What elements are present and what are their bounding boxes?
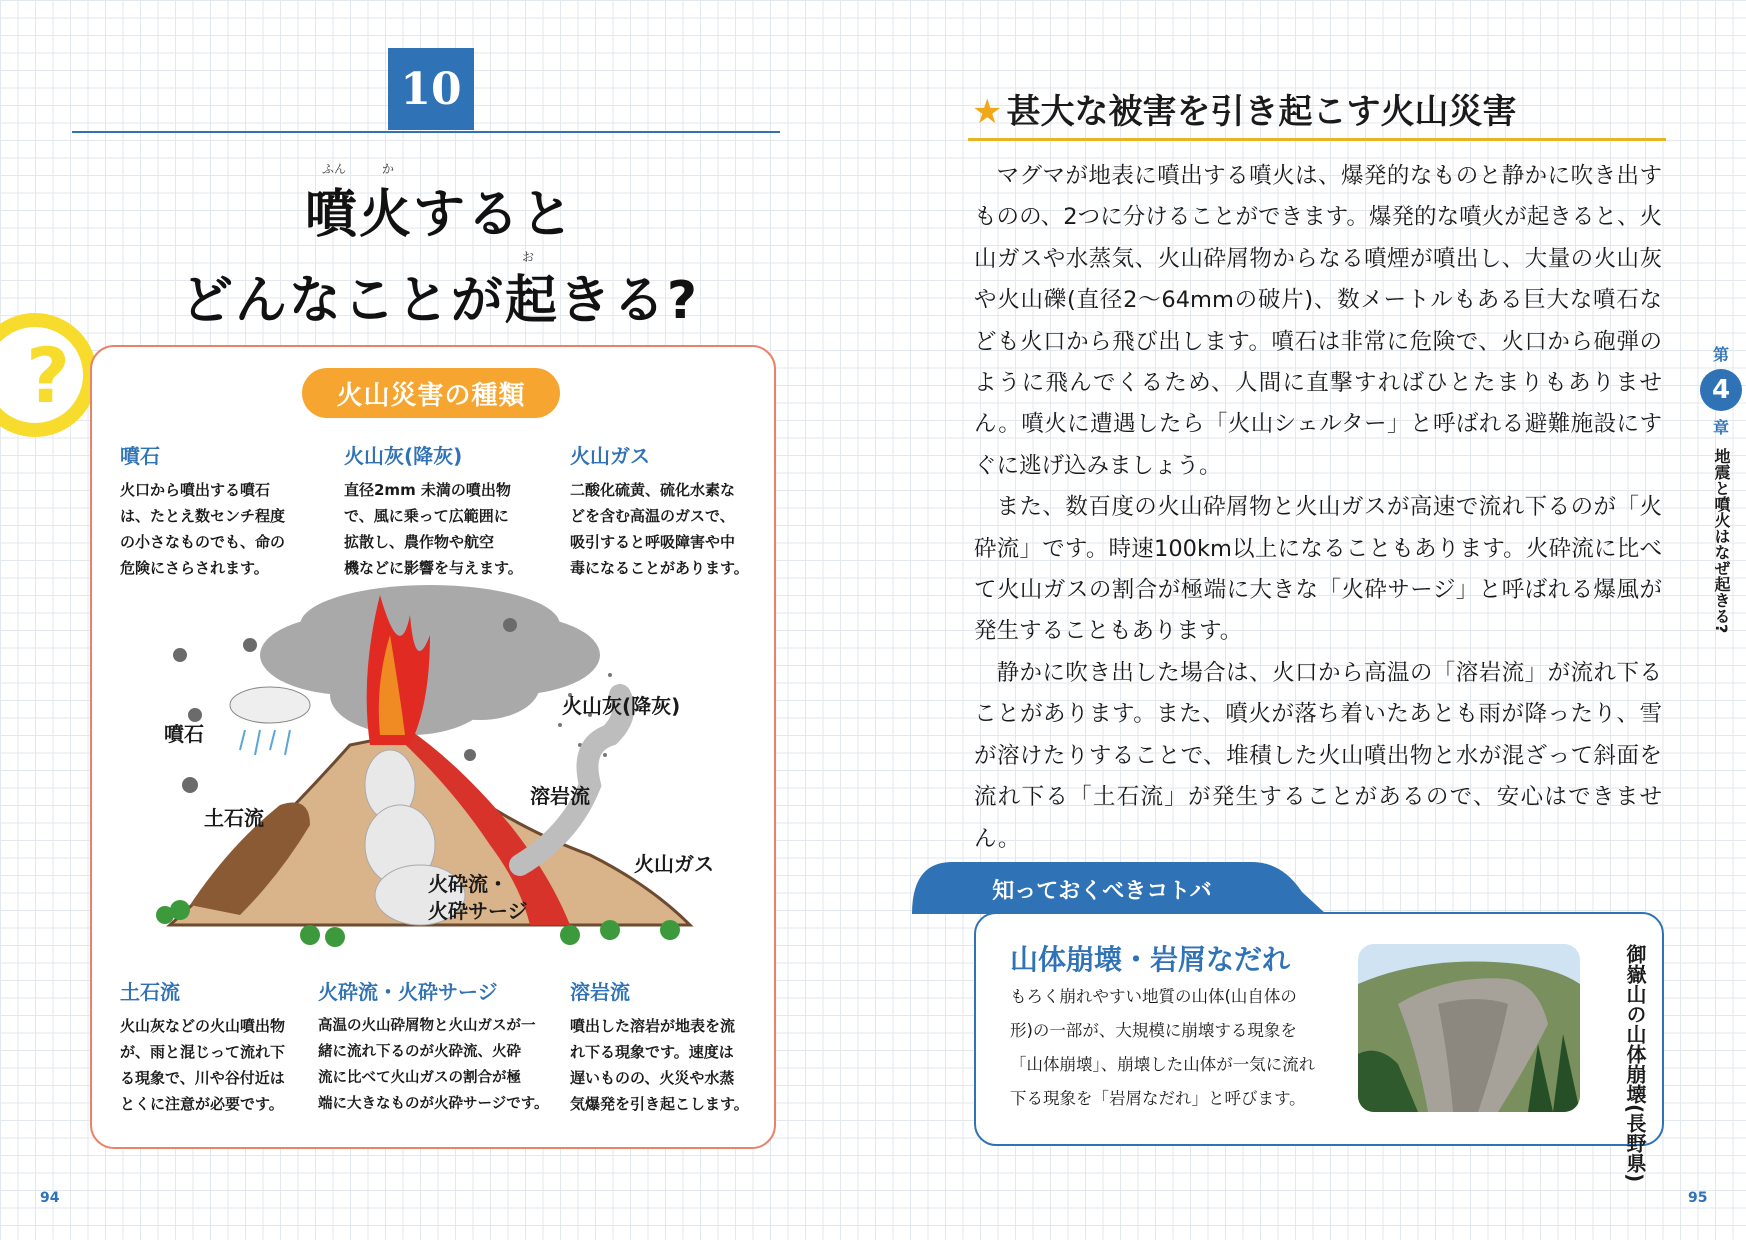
text-line: どを含む高温のガスで、 (570, 507, 735, 525)
text-line: とくに注意が必要です。 (120, 1095, 284, 1113)
text-line: 形)の一部が、大規模に崩壊する現象を (1010, 1021, 1297, 1040)
paragraph: また、数百度の火山砕屑物と火山ガスが高速で流れ下るのが「火砕流」です。時速100km以上になることもあります。火砕流に比べて火山ガスの割合が極端に大きな「火砕サージ」と呼ばれる爆風が発生することもあります。 (974, 494, 1662, 645)
text-line: 気爆発を引き起こします。 (570, 1095, 749, 1113)
keyword-text (1010, 980, 1340, 1116)
tab-sho: 章 (1712, 418, 1729, 437)
text-line: 拡散し、農作物や航空 (344, 533, 495, 551)
item-heading: 溶岩流 (570, 980, 630, 1004)
item-heading: 火山ガス (570, 444, 650, 468)
section-rule (968, 138, 1666, 141)
section-title: 甚大な被害を引き起こす火山災害 (1006, 92, 1517, 132)
text-line: 火山灰などの火山噴出物 (120, 1017, 286, 1035)
section-heading (972, 84, 1516, 133)
label-yoganryu: 溶岩流 (530, 784, 590, 808)
text-line: 危険にさらされます。 (120, 559, 269, 577)
page-title-line-2: どんなことが起きる? (180, 271, 700, 331)
item-text (120, 477, 320, 581)
text-line: 高温の火山砕屑物と火山ガスが一 (318, 1018, 536, 1034)
title-ruby: か (382, 162, 395, 176)
text-line: 機などに影響を与えます。 (344, 559, 523, 577)
text-line: の小さなものでも、命の (120, 533, 286, 551)
text-line: 吸引すると呼吸障害や中 (570, 533, 736, 551)
item-kazanbai (344, 440, 544, 581)
text-line: 流に比べて火山ガスの割合が極 (318, 1070, 521, 1086)
text-line: 直径2mm 未満の噴出物 (344, 481, 511, 499)
tab-chapter-label: 地震と噴火はなぜ起きる? (1712, 448, 1731, 634)
label-dosekiryu: 土石流 (204, 806, 264, 830)
label-kazangasu: 火山ガス (634, 852, 714, 876)
text-line: 毒になることがあります。 (570, 559, 749, 577)
paragraph: 静かに吹き出した場合は、火口から高温の「溶岩流」が流れ下ることがあります。また、噴火が落ち着いたあとも雨が降ったり、雪が溶けたりすることで、堆積した火山噴出物と水が混ざって斜面を流れ下る「土石流」が発生することがあるので、安心はできません。 (974, 659, 1662, 852)
item-yoganryu (570, 976, 770, 1117)
page-number-right: 95 (1688, 1190, 1708, 1206)
title-ruby: ふん (322, 162, 347, 176)
title-ruby: お (522, 250, 535, 264)
item-dosekiryu (120, 976, 320, 1117)
text-line: 遅いものの、火災や水蒸 (570, 1069, 735, 1087)
item-kazangasu (570, 440, 770, 581)
text-line: れ下る現象です。速度は (570, 1043, 734, 1061)
label-kazanbai: 火山灰(降灰) (562, 694, 681, 718)
text-line: 二酸化硫黄、硫化水素な (570, 481, 736, 499)
page-title-line-1: 噴火すると (304, 185, 575, 245)
item-kasairyu (318, 976, 558, 1117)
rain-cloud (230, 687, 310, 755)
item-heading: 土石流 (120, 980, 180, 1004)
label-funseki: 噴石 (164, 722, 204, 746)
tab-dai: 第 (1712, 345, 1729, 364)
item-text (318, 1013, 558, 1117)
item-heading: 火砕流・火砕サージ (318, 980, 498, 1004)
text-line: 緒に流れ下るのが火砕流、火砕 (318, 1044, 521, 1060)
keyword-title: 山体崩壊・岩屑なだれ (1010, 943, 1291, 976)
body-text (974, 156, 1662, 860)
chapter-side-tab (1698, 342, 1744, 668)
item-heading: 火山灰(降灰) (344, 444, 463, 468)
item-text (344, 477, 544, 581)
text-line: もろく崩れやすい地質の山体(山自体の (1010, 987, 1297, 1006)
text-line: 「山体崩壊」、崩壊した山体が一気に流れ (1010, 1055, 1316, 1074)
text-line: 火口から噴出する噴石 (120, 481, 271, 499)
text-line: 下る現象を「岩屑なだれ」と呼びます。 (1010, 1089, 1306, 1108)
text-line: 端に大きなものが火砕サージです。 (318, 1096, 549, 1112)
star-icon: ★ (972, 92, 1003, 132)
item-text (120, 1013, 320, 1117)
item-funseki (120, 440, 320, 581)
page-number-left: 94 (40, 1190, 60, 1206)
keyword-tab-label: 知っておくべきコトバ (992, 879, 1212, 904)
panel-title: 火山災害の種類 (302, 368, 560, 418)
paragraph: マグマが地表に噴出する噴火は、爆発的なものと静かに吹き出すものの、2つに分けることができます。爆発的な噴火が起きると、火山ガスや水蒸気、火山砕屑物からなる噴煙が噴出し、大量の火山灰や火山礫(直径2〜64mmの破片)、数メートルもある巨大な噴石なども火口から飛び出します。噴石は非常に危険で、火口から砲弾のように飛んでくるため、人間に直撃すればひとたまりもありません。噴火に遭遇したら「火山シェルター」と呼ばれる避難施設にすぐに逃げ込みましょう。 (974, 163, 1662, 479)
header-rule (72, 131, 780, 133)
tab-chapter-number: 4 (1700, 369, 1742, 411)
question-mark-glyph: ? (25, 331, 71, 420)
chapter-number-badge: 10 (388, 48, 474, 130)
item-heading: 噴石 (120, 444, 160, 468)
text-line: 噴出した溶岩が地表を流 (570, 1017, 736, 1035)
ash-cloud (260, 585, 600, 735)
text-line: る現象で、川や谷付近は (120, 1069, 285, 1087)
text-line: は、たとえ数センチ程度 (120, 507, 286, 525)
label-kasairyu: 火砕流・ (428, 872, 508, 896)
item-text (570, 477, 770, 581)
question-mark-icon (0, 310, 100, 440)
label-kasai-surge: 火砕サージ (428, 899, 528, 923)
item-text (570, 1013, 770, 1117)
text-line: が、雨と混じって流れ下 (120, 1043, 286, 1061)
ontake-photo (1358, 944, 1580, 1112)
text-line: で、風に乗って広範囲に (344, 507, 509, 525)
photo-caption: 御嶽山の山体崩壊(長野県) (1623, 944, 1647, 1183)
